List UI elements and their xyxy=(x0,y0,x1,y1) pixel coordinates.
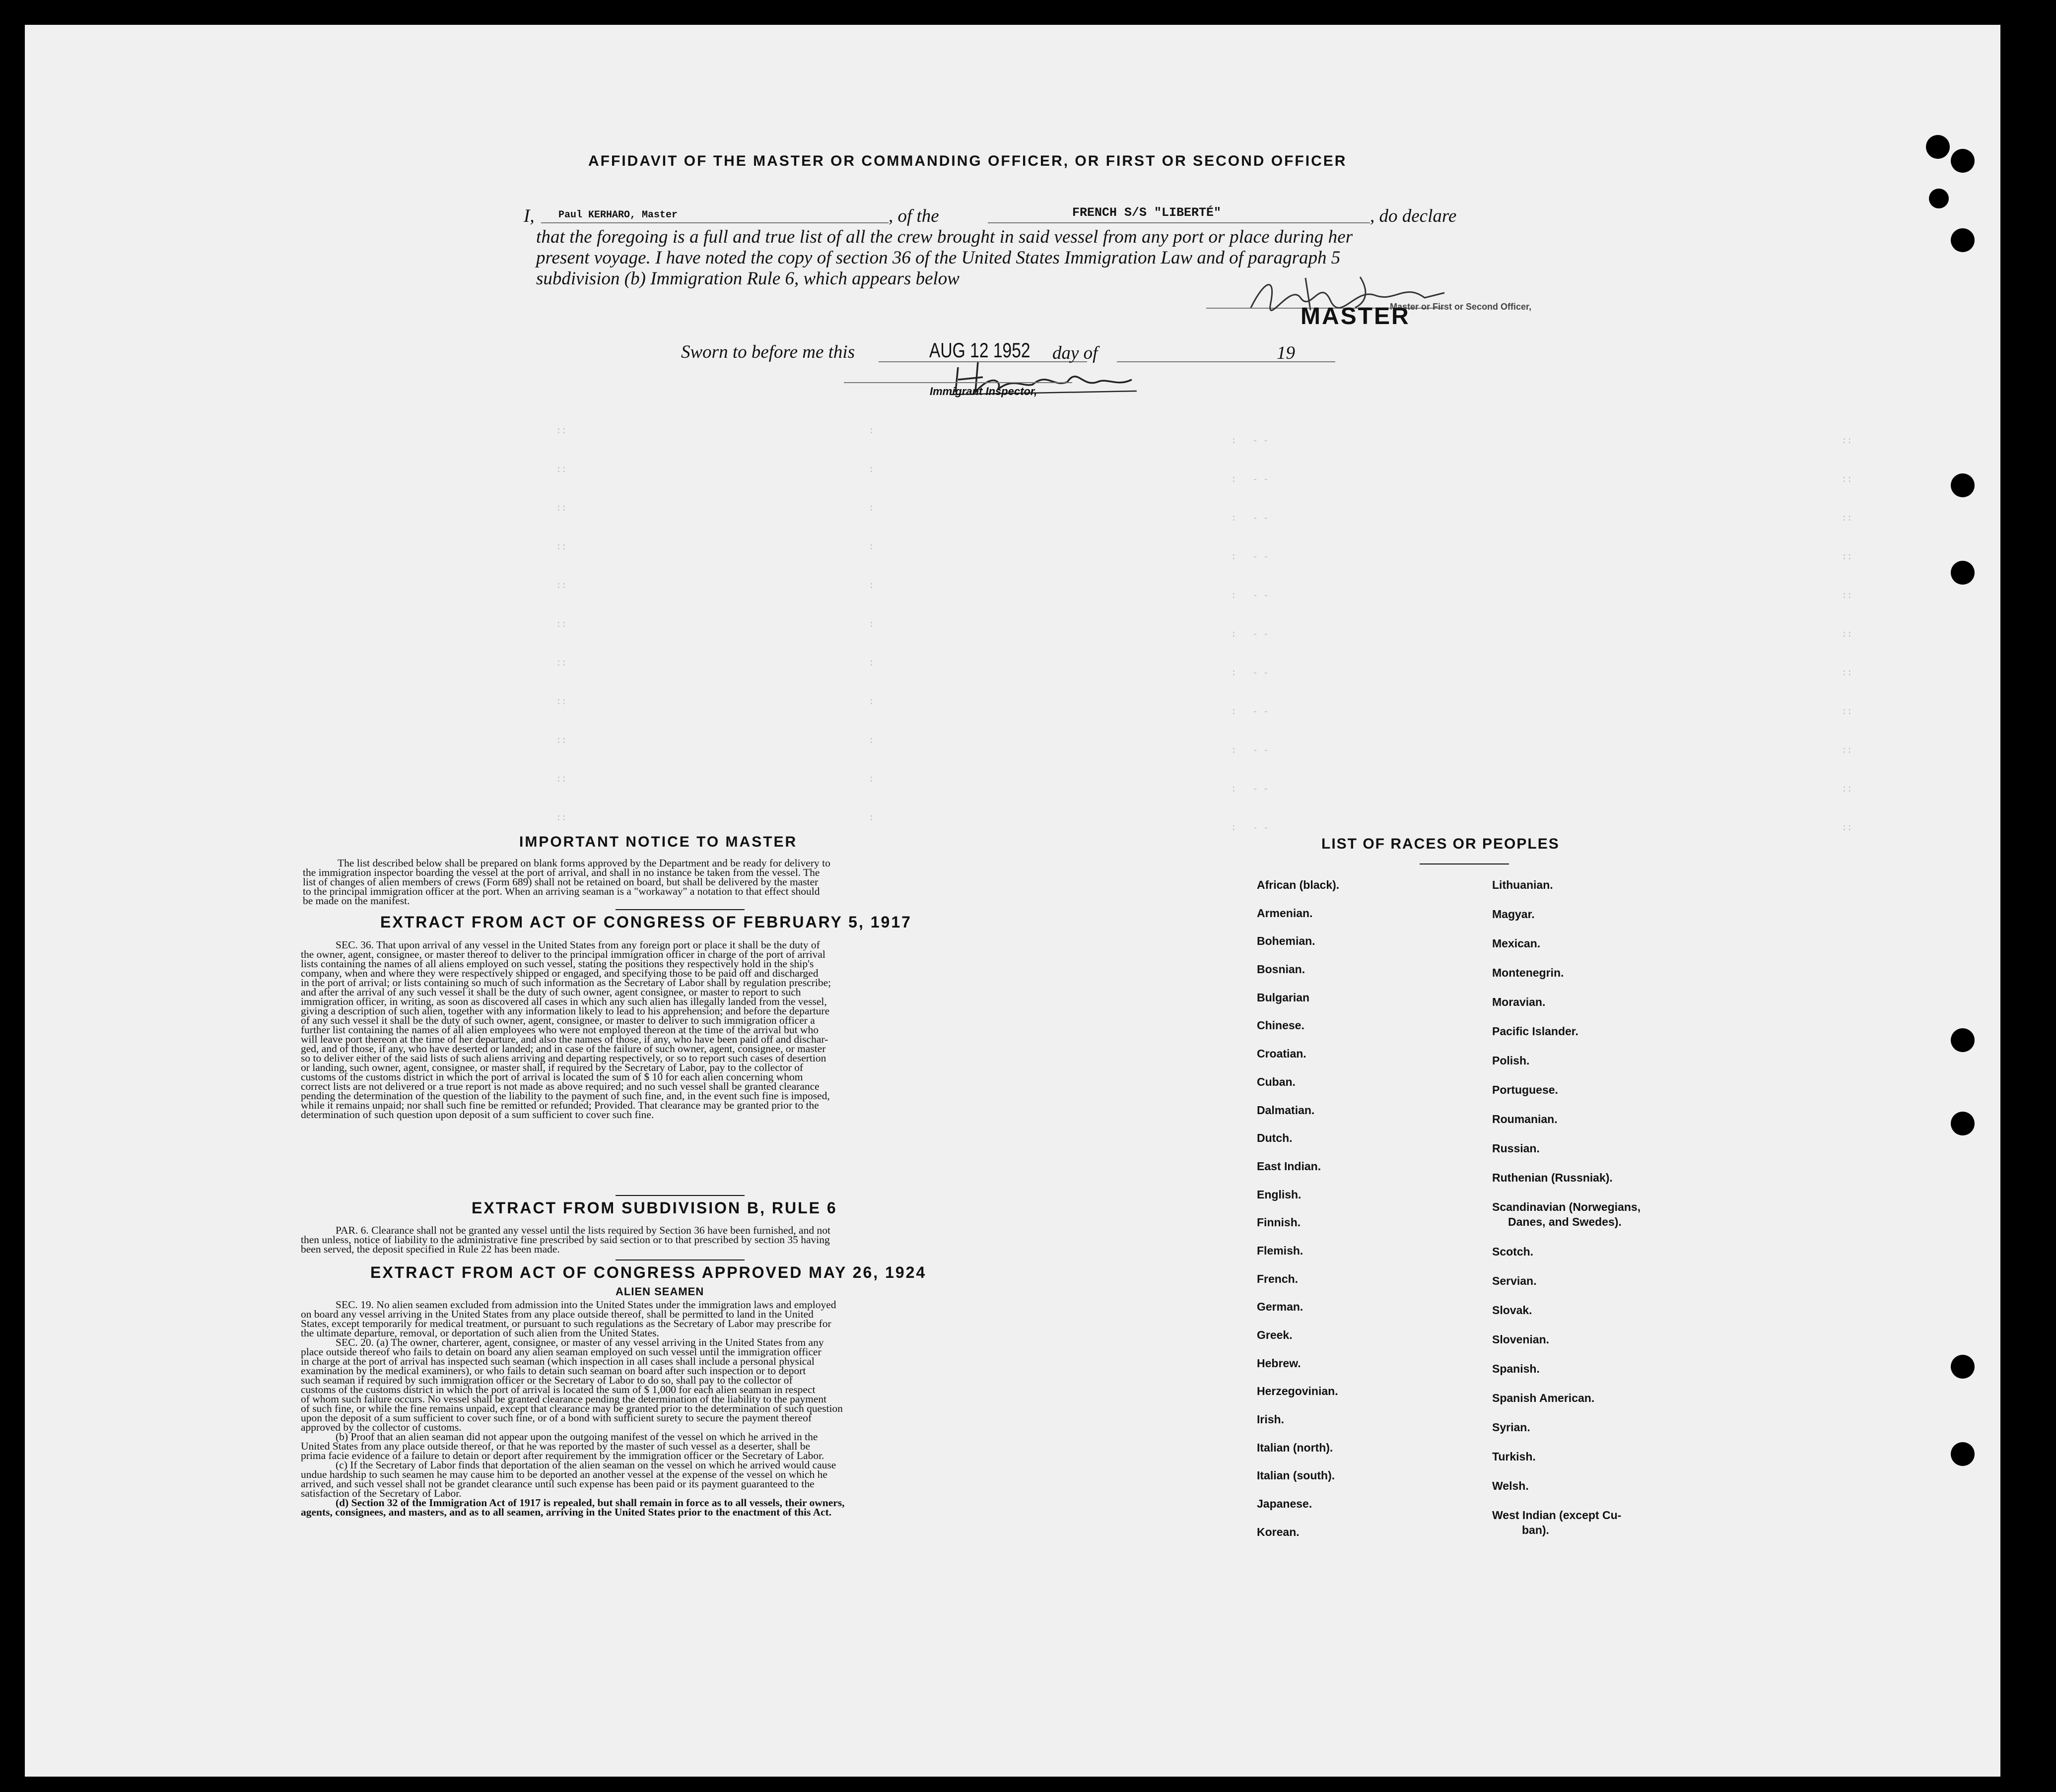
race-item: Russian. xyxy=(1492,1142,1540,1155)
extract-1917-body xyxy=(301,940,1065,1120)
extract-rule6-body xyxy=(301,1226,1065,1254)
races-title-rule xyxy=(1420,863,1509,864)
race-item: Slovak. xyxy=(1492,1304,1532,1317)
faint-column-marks-4: :: :: :: :: :: :: :: :: :: :: :: xyxy=(1842,436,1852,833)
extract-1924-line: United States from any place outside thereof, or that he was reported by the master of such vessel as a deserter, shall be xyxy=(301,1440,811,1452)
race-item: Armenian. xyxy=(1257,906,1313,920)
faint-column-marks-2: : : : : : : : : : : : xyxy=(869,426,874,823)
race-item: Portuguese. xyxy=(1492,1083,1558,1096)
races-left-column xyxy=(1257,878,1465,1554)
race-item: Irish. xyxy=(1257,1413,1284,1426)
race-item: Hebrew. xyxy=(1257,1356,1301,1370)
notice-body xyxy=(303,859,1067,906)
punch-hole xyxy=(1926,135,1950,159)
race-item: Spanish American. xyxy=(1492,1392,1595,1404)
extract-1917-line: further list containing the names of all alien employees who were not employed thereon at the time of the arrival but who xyxy=(301,1024,819,1036)
extract-1924-line: States, except temporarily for medical treatment, or pursuant to such regulations as the Secretary of Labor may prescribe for xyxy=(301,1318,831,1329)
extract-1924-line: (b) Proof that an alien seaman did not appear upon the outgoing manifest of the vessel on which he arrived in the xyxy=(336,1431,818,1443)
extract-1924-line: on board any vessel arriving in the United States from any place outside thereof, shall be permitted to land in the United xyxy=(301,1308,814,1320)
declaration-line-4: subdivision (b) Immigration Rule 6, which appears below xyxy=(536,268,959,289)
punch-hole xyxy=(1951,228,1975,252)
extract-1924-line: prima facie evidence of a failure to detain or deport after requirement by the immigration officer or the Secretary of Labor. xyxy=(301,1450,824,1461)
extract-1917-line: ged, and of those, if any, who have deserted or landed; and in case of the failure of such owner, agent, consignee, or master xyxy=(301,1043,826,1055)
notice-line: list of changes of alien members of crews (Form 689) shall not be retained on board, but shall be delivered by the master xyxy=(303,876,819,888)
race-item: Finnish. xyxy=(1257,1216,1301,1229)
punch-hole xyxy=(1951,1028,1975,1052)
extract-1924-line: examination by the medical examiners), or who fails to detain such seaman on board after such inspection or to deport xyxy=(301,1365,806,1377)
extract-1917-line: giving a description of such alien, together with any information likely to lead to his apprehension; and before the departure xyxy=(301,1005,830,1017)
affidavit-title: AFFIDAVIT OF THE MASTER OR COMMANDING OFFICER, OR FIRST OR SECOND OFFICER xyxy=(588,153,1347,169)
extract-1924-line: of whom such failure occurs. No vessel shall be granted clearance pending the determination of the liability to the payment xyxy=(301,1393,827,1405)
race-item: Dutch. xyxy=(1257,1131,1293,1145)
extract-1924-line: undue hardship to such seamen he may cause him to be deported an another vessel at the expense of the vessel on which he xyxy=(301,1468,827,1480)
race-item: Mexican. xyxy=(1492,937,1541,950)
punch-hole xyxy=(1951,149,1975,173)
race-item: ban). xyxy=(1522,1524,1549,1536)
races-right-column xyxy=(1492,878,1711,1538)
faint-column-marks-3: : - - : - - : - - : - - : - - : - - : - - : - - : - - : - - : - - xyxy=(1231,436,1269,833)
extract-1917-line: while it remains unpaid; nor shall such fine be remitted or refunded; Provided. That clearance may be granted prior to the xyxy=(301,1099,819,1111)
extract-1924-line: the ultimate departure, removal, or deportation of such alien from the United States. xyxy=(301,1327,659,1339)
extract-1924-line: approved by the collector of customs. xyxy=(301,1421,462,1433)
notice-line: The list described below shall be prepared on blank forms approved by the Department and be ready for delivery to xyxy=(338,857,830,869)
master-name: Paul KERHARO, Master xyxy=(558,209,678,221)
extract-1917-line: company, when and where they were respectively shipped or engaged, and specifying those to be paid off and discharged xyxy=(301,967,819,979)
race-item: Italian (north). xyxy=(1257,1441,1333,1454)
extract-1917-line: pending the determination of the question of the liability to the payment of such fine, and, in the event such fine is imposed, xyxy=(301,1090,830,1102)
race-item: East Indian. xyxy=(1257,1159,1321,1173)
i-label: I, xyxy=(524,206,535,226)
vessel-name-line xyxy=(988,222,1370,223)
vessel-name: FRENCH S/S "LIBERTÉ" xyxy=(1072,205,1222,220)
race-item: German. xyxy=(1257,1300,1303,1314)
master-name-line xyxy=(541,222,889,223)
race-item: Danes, and Swedes). xyxy=(1508,1215,1622,1228)
extract-1917-line: correct lists are not delivered or a true report is not made as above required; and no such vessel shall be granted clearance xyxy=(301,1080,820,1092)
race-item: French. xyxy=(1257,1272,1299,1285)
punch-hole xyxy=(1951,1112,1975,1135)
year-line xyxy=(1301,361,1335,362)
extract-1924-line: SEC. 20. (a) The owner, charterer, agent, consignee, or master of any vessel arriving in the United States from any xyxy=(336,1336,824,1348)
extract-1917-line: immigration officer, in writing, as soon as discovered all cases in which any such alien has illegally landed from the vessel, xyxy=(301,996,827,1007)
race-item: Dalmatian. xyxy=(1257,1103,1315,1117)
inspector-caption: Immigrant Inspector, xyxy=(930,385,1037,398)
race-item: Polish. xyxy=(1492,1054,1530,1067)
of-the-label: , of the xyxy=(889,206,939,226)
extract-1924-line: upon the deposit of a sum sufficient to cover such fine, or of a bond with sufficient surety to secure the payment thereof xyxy=(301,1412,812,1424)
extract-1924-line: place outside thereof who fails to detain on board any alien seaman employed on such vessel until the immigration officer xyxy=(301,1346,822,1358)
punch-hole xyxy=(1929,189,1949,208)
extract-1924-line: agents, consignees, and masters, and as to all seamen, arriving in the United States prior to the enactment of this Act. xyxy=(301,1506,832,1518)
year-prefix: 19 xyxy=(1277,343,1295,363)
extract-1917-line: the owner, agent, consignee, or master thereof to deliver to the principal immigration officer in charge of the port of arrival xyxy=(301,948,825,960)
extract-1924-line: customs of the customs district in which the port of arrival is located the sum of $ 1,000 for each alien seaman in respect xyxy=(301,1384,816,1395)
extract-1917-title: EXTRACT FROM ACT OF CONGRESS OF FEBRUARY 5, 1917 xyxy=(380,913,912,931)
race-item: Turkish. xyxy=(1492,1450,1536,1463)
notice-title: IMPORTANT NOTICE TO MASTER xyxy=(519,834,798,850)
extract-rule6-line: then unless, notice of liability to the administrative fine prescribed by said section or to that prescribed by section 35 having xyxy=(301,1234,830,1246)
race-item: Montenegrin. xyxy=(1492,966,1564,979)
day-of-label: day of xyxy=(1052,343,1098,363)
race-item: Syrian. xyxy=(1492,1421,1530,1434)
race-item: Scotch. xyxy=(1492,1245,1534,1258)
extract-1917-line: customs of the customs district in which the port of arrival is located the sum of $ 10 for each alien concerning whom xyxy=(301,1071,803,1083)
extract-1924-subtitle: ALIEN SEAMEN xyxy=(616,1285,704,1298)
extract-1917-line: SEC. 36. That upon arrival of any vessel in the United States from any foreign port or place it shall be the duty of xyxy=(336,939,820,951)
extract-1917-line: determination of such question upon deposit of a sum sufficient to cover such fine. xyxy=(301,1109,654,1121)
extract-1917-line: of any such vessel it shall be the duty of such owner, agent, consignee, or master to deliver to such immigration officer a xyxy=(301,1014,815,1026)
extract-1924-body xyxy=(301,1300,1065,1517)
race-item: Greek. xyxy=(1257,1328,1293,1341)
race-item: Servian. xyxy=(1492,1274,1537,1287)
race-item: Roumanian. xyxy=(1492,1113,1558,1126)
race-item: West Indian (except Cu- xyxy=(1492,1509,1622,1522)
signer-caption: Master or First or Second Officer, xyxy=(1390,302,1532,312)
extract-1924-line: SEC. 19. No alien seamen excluded from admission into the United States under the immigration laws and employed xyxy=(336,1299,836,1311)
race-item: Herzegovinian. xyxy=(1257,1385,1338,1398)
races-title: LIST OF RACES OR PEOPLES xyxy=(1321,836,1560,852)
declaration-line-2: that the foregoing is a full and true list of all the crew brought in said vessel from any port or place during her xyxy=(536,227,1353,247)
extract-1924-line: arrived, and such vessel shall not be grandet clearance until such expense has been paid or its payment guaranteed to the xyxy=(301,1478,815,1490)
extract-1917-line: lists containing the names of all aliens employed on such vessel, stating the positions they respectively hold in the ship's xyxy=(301,958,814,970)
race-item: Korean. xyxy=(1257,1525,1300,1538)
extract-1917-line: in the port of arrival; or lists containing so much of such information as the Secretary of Labor shall by regulation prescribe; xyxy=(301,977,831,989)
section-rule xyxy=(616,909,745,910)
punch-hole xyxy=(1951,473,1975,497)
section-rule xyxy=(616,1260,745,1261)
master-stamp: MASTER xyxy=(1301,303,1410,330)
document-page xyxy=(25,25,2000,1777)
extract-1924-line: satisfaction of the Secretary of Labor. xyxy=(301,1487,462,1499)
extract-rule6-line: PAR. 6. Clearance shall not be granted any vessel until the lists required by Section 36 have been furnished, and not xyxy=(336,1224,830,1236)
sworn-prefix: Sworn to before me this xyxy=(681,342,855,362)
race-item: Ruthenian (Russniak). xyxy=(1492,1171,1613,1184)
declaration-line-3: present voyage. I have noted the copy of section 36 of the United States Immigration Law and of paragraph 5 xyxy=(536,248,1341,268)
punch-hole xyxy=(1951,561,1975,585)
race-item: African (black). xyxy=(1257,878,1340,891)
extract-1924-line: (c) If the Secretary of Labor finds that deportation of the alien seaman on the vessel on which he arrived would cause xyxy=(336,1459,836,1471)
section-rule xyxy=(616,1195,745,1196)
do-declare-label: , do declare xyxy=(1370,206,1457,226)
sworn-date-stamp: AUG 12 1952 xyxy=(929,338,1030,362)
extract-1924-line: (d) Section 32 of the Immigration Act of 1917 is repealed, but shall remain in force as to all vessels, their owners, xyxy=(336,1497,845,1509)
notice-line: the immigration inspector boarding the vessel at the port of arrival, and shall in no instance be taken from the vessel. The xyxy=(303,866,820,878)
punch-hole xyxy=(1951,1442,1975,1466)
extract-1917-line: or landing, such owner, agent, consignee, or master shall, if required by the Secretary of Labor, pay to the collector of xyxy=(301,1062,804,1073)
extract-rule6-line: been served, the deposit specified in Rule 22 has been made. xyxy=(301,1243,560,1255)
race-item: Cuban. xyxy=(1257,1075,1296,1088)
notice-line: be made on the manifest. xyxy=(303,895,410,907)
race-item: Italian (south). xyxy=(1257,1469,1335,1482)
extract-1924-line: of such fine, or while the fine remains unpaid, except that clearance may be granted prior to the determination of such question xyxy=(301,1402,843,1414)
race-item: Bulgarian xyxy=(1257,991,1310,1004)
extract-1917-line: and after the arrival of any such vessel it shall be the duty of such owner, agent consignee, or master to report to such xyxy=(301,986,801,998)
race-item: Slovenian. xyxy=(1492,1333,1550,1346)
notice-line: to the principal immigration officer at the port. When an arriving seaman is a "workaway" a notation to that effect should xyxy=(303,885,820,897)
race-item: Spanish. xyxy=(1492,1362,1540,1375)
race-item: Pacific Islander. xyxy=(1492,1025,1578,1038)
extract-1924-line: such seaman if required by such immigration officer or the Secretary of Labor to do so, shall pay to the collector of xyxy=(301,1374,793,1386)
extract-rule6-title: EXTRACT FROM SUBDIVISION B, RULE 6 xyxy=(472,1199,837,1217)
punch-hole xyxy=(1951,1355,1975,1379)
race-item: English. xyxy=(1257,1188,1302,1201)
extract-1924-title: EXTRACT FROM ACT OF CONGRESS APPROVED MAY 26, 1924 xyxy=(370,1263,927,1281)
race-item: Croatian. xyxy=(1257,1047,1306,1061)
faint-column-marks-1: :: :: :: :: :: :: :: :: :: :: :: xyxy=(556,426,567,823)
race-item: Japanese. xyxy=(1257,1497,1312,1511)
race-item: Magyar. xyxy=(1492,908,1535,921)
race-item: Lithuanian. xyxy=(1492,878,1553,891)
race-item: Flemish. xyxy=(1257,1244,1303,1257)
race-item: Bosnian. xyxy=(1257,963,1305,976)
race-item: Moravian. xyxy=(1492,996,1546,1008)
race-item: Welsh. xyxy=(1492,1479,1529,1492)
race-item: Scandinavian (Norwegians, xyxy=(1492,1200,1641,1213)
extract-1917-line: so to deliver either of the said lists of such aliens arriving and departing respectively, or so to report such cases of desertion xyxy=(301,1052,826,1064)
extract-1917-line: will leave port thereon at the time of her departure, and also the names of those, if any, who have been paid off and dischar- xyxy=(301,1033,828,1045)
inspector-signature-line xyxy=(844,382,1072,383)
extract-1924-line: in charge at the port of arrival has inspected such seaman (which inspection in all cases shall include a personal physical xyxy=(301,1355,815,1367)
race-item: Bohemian. xyxy=(1257,934,1315,948)
race-item: Chinese. xyxy=(1257,1019,1304,1032)
